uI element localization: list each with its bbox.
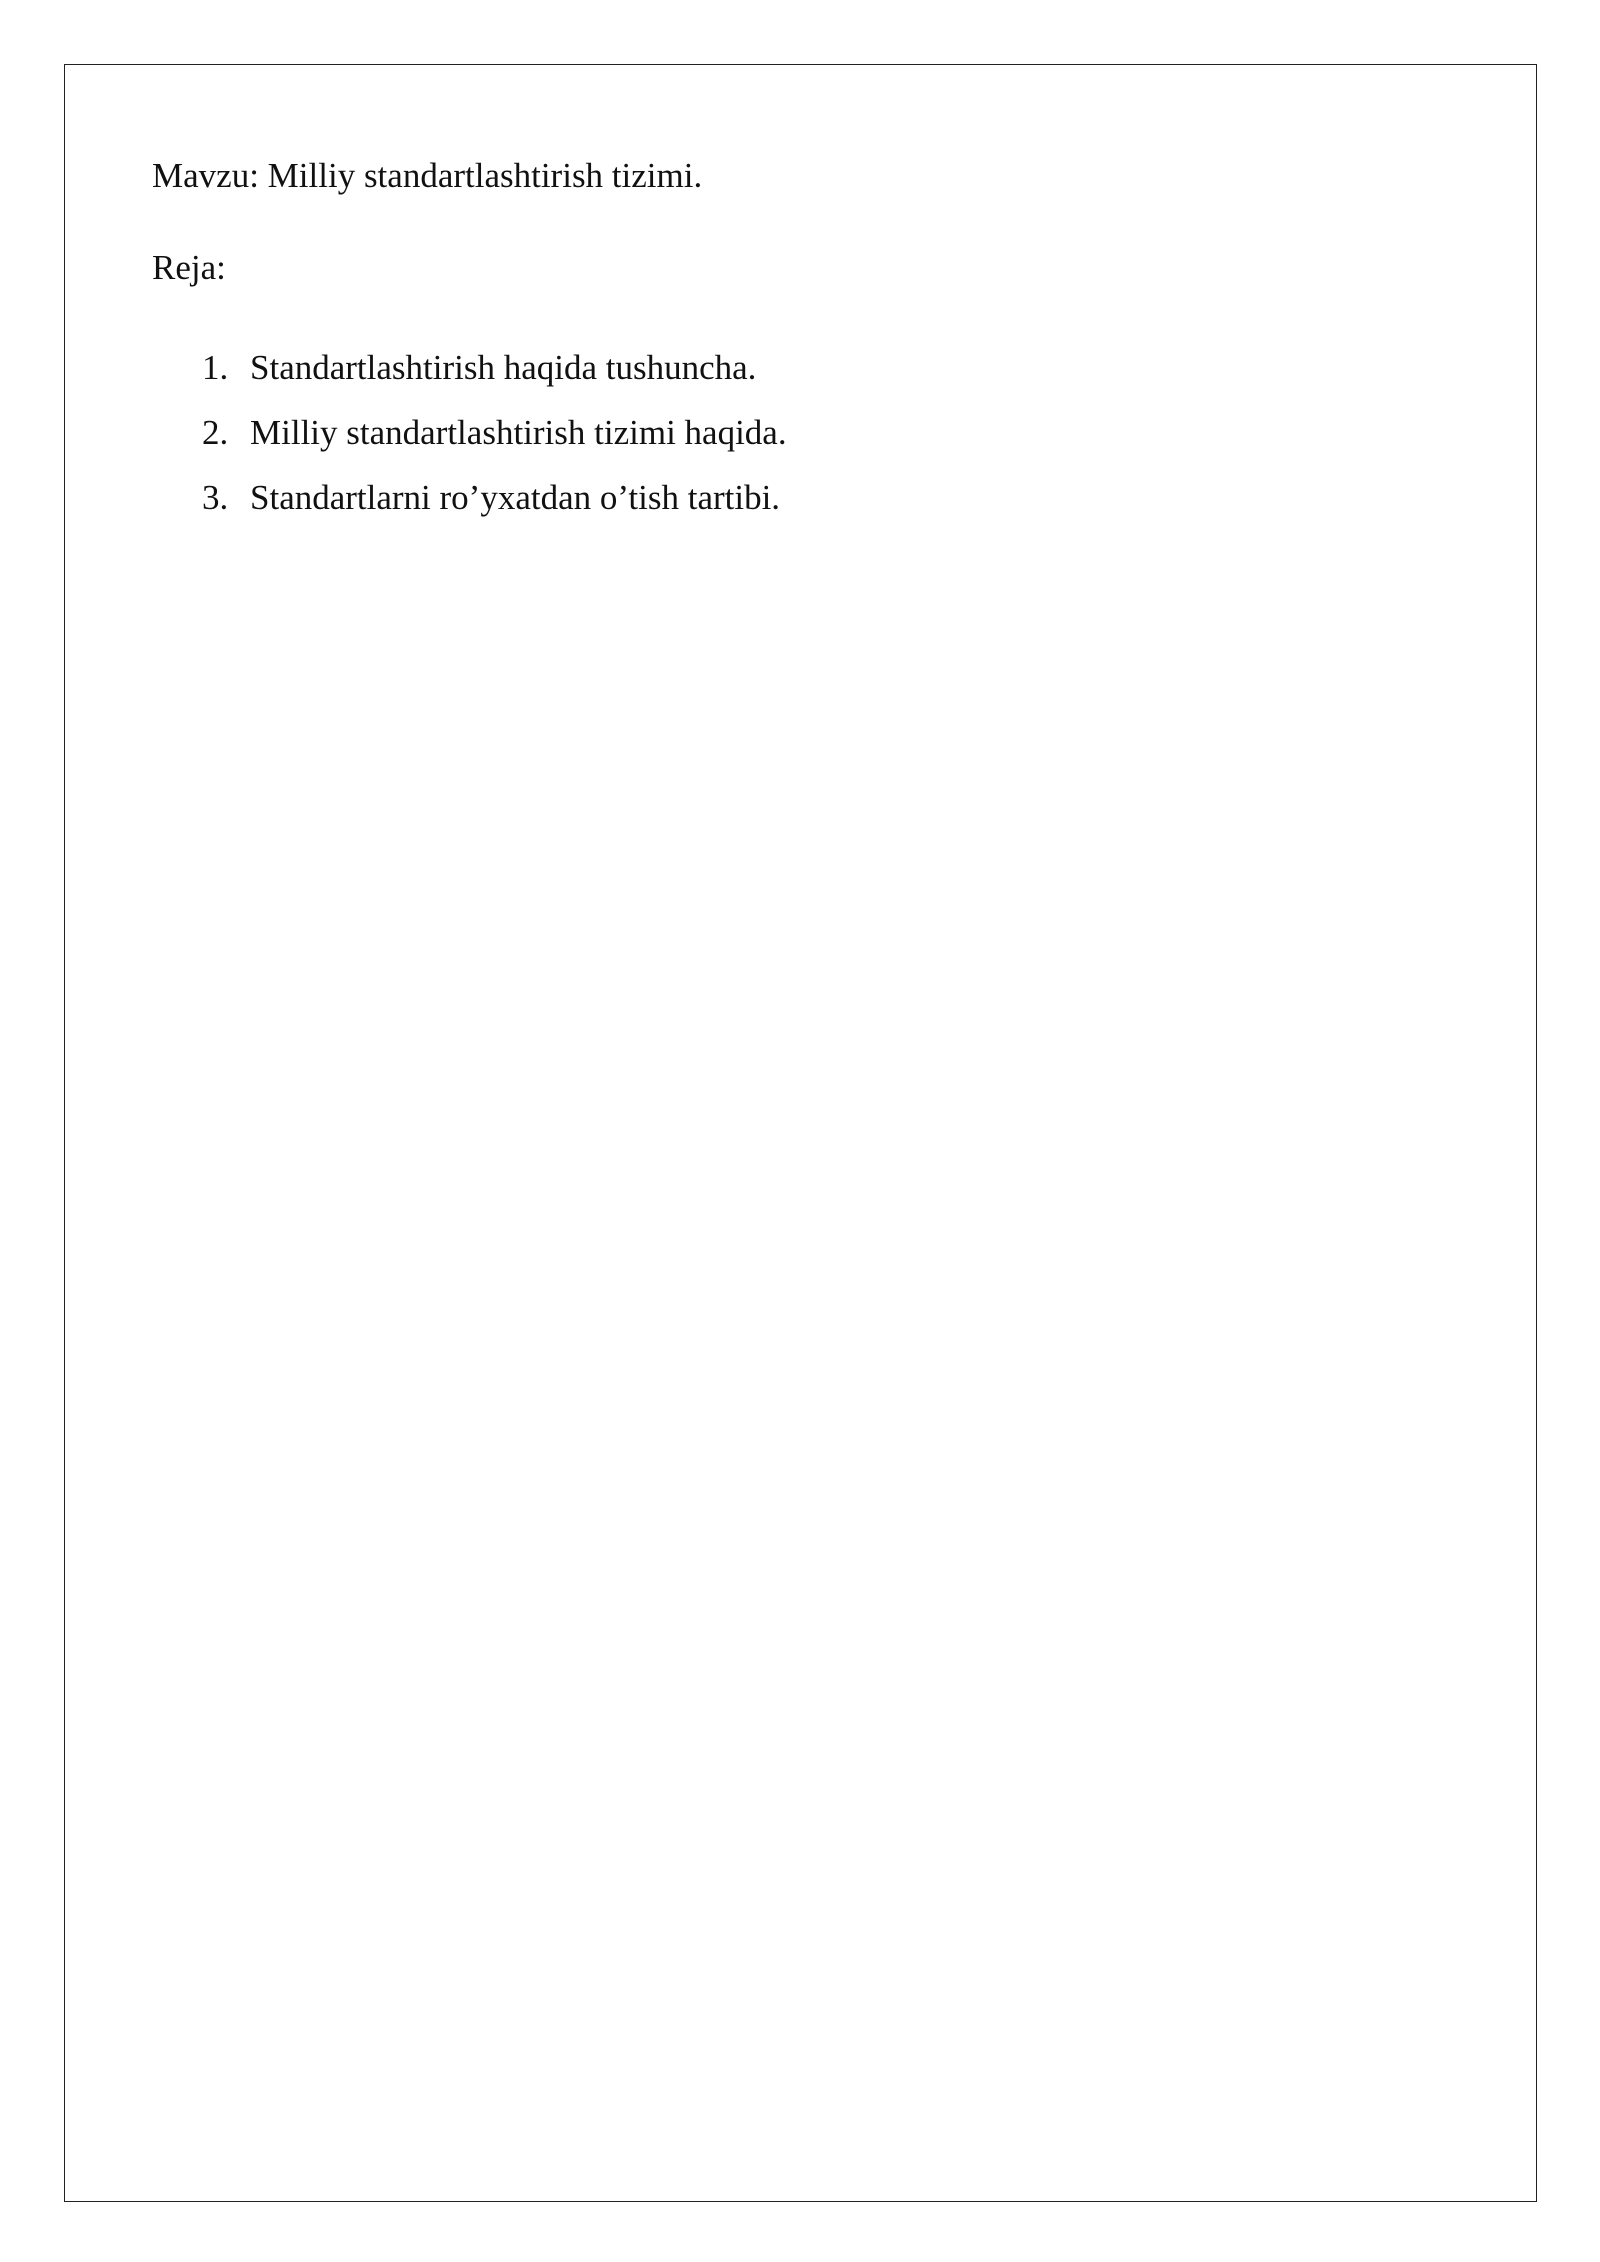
plan-list bbox=[152, 335, 1452, 530]
topic-title: Milliy standartlashtirish tizimi. bbox=[267, 156, 703, 195]
topic-label: Mavzu: bbox=[152, 156, 259, 195]
document-body bbox=[152, 150, 1452, 530]
plan-item bbox=[152, 465, 1452, 530]
plan-item-number: 3. bbox=[202, 478, 229, 517]
topic-heading bbox=[152, 150, 1452, 202]
plan-item-text: Milliy standartlashtirish tizimi haqida. bbox=[250, 413, 787, 452]
plan-label: Reja: bbox=[152, 248, 226, 287]
plan-item-number: 1. bbox=[202, 348, 229, 387]
plan-item-text: Standartlashtirish haqida tushuncha. bbox=[250, 348, 757, 387]
plan-item-number: 2. bbox=[202, 413, 229, 452]
plan-item bbox=[152, 335, 1452, 400]
plan-item-text: Standartlarni ro’yxatdan o’tish tartibi. bbox=[250, 478, 781, 517]
plan-item bbox=[152, 400, 1452, 465]
